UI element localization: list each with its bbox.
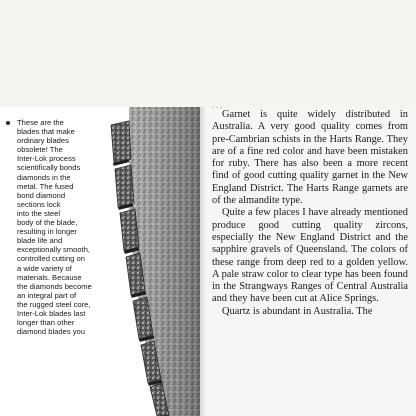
advertisement-text [8,118,110,336]
page-margin-top [0,0,416,107]
ad-line: Inter-Lok process [17,154,76,164]
ad-line: obsolete! The [17,145,63,155]
ad-line: Inter-Lok blades last [17,308,86,318]
ad-line: sections lock [17,199,61,209]
ad-line: the diamonds become [17,281,92,291]
ad-line: resulting in longer [17,227,77,237]
cropped-line: . . . [212,103,222,109]
ad-line: into the steel [17,208,61,218]
paragraph-quartz: Quartz is abundant in Australia. The [222,305,373,317]
ad-line: controlled cutting on [17,254,85,264]
ad-line: diamond blades you [17,327,85,337]
ad-line: a wide variety of [17,263,72,273]
page-gutter [200,107,206,416]
paragraph-zircon: Quite a few places I have already mentioned produce good cutting quality zircons, especially the New England District and the sapphire gravels of Queensland. The colors of these range from deep red to a golden yellow. A pale straw color to clear type has been found in the Strangways Ranges of Central Australia and they have been cut at Alice Springs. [212,207,408,305]
ad-line: the rugged steel core, [17,299,91,309]
ad-line: scientifically bonds [17,163,81,173]
ad-line: longer than other [17,318,75,328]
advertisement-panel [0,107,200,416]
ad-line: exceptionally smooth, [17,245,91,255]
ad-line: an integral part of [17,290,77,300]
ad-line: ordinary blades [17,136,69,146]
paragraph-garnet: Garnet is quite widely distributed in Australia. A very good quality comes from pre-Cambrian schists in the Harts Range. They are of a fine red color and have been mistaken for ruby. There has also been a more recent find of good cutting quality garnet in the New England District. The Harts Range garnets are of the almandite type. [212,109,408,207]
diamond-blade-photo [107,107,200,416]
ad-line: bond diamond [17,190,66,200]
ad-line: diamonds in the [17,172,71,182]
ad-line: blades that make [17,127,75,137]
ad-line: materials. Because [17,272,82,282]
ad-line: metal. The fused [17,181,74,191]
ad-line: body of the blade, [17,218,78,228]
article-column [212,103,408,318]
ad-line: blade life and [17,236,63,246]
ad-line: These are the [17,118,64,127]
